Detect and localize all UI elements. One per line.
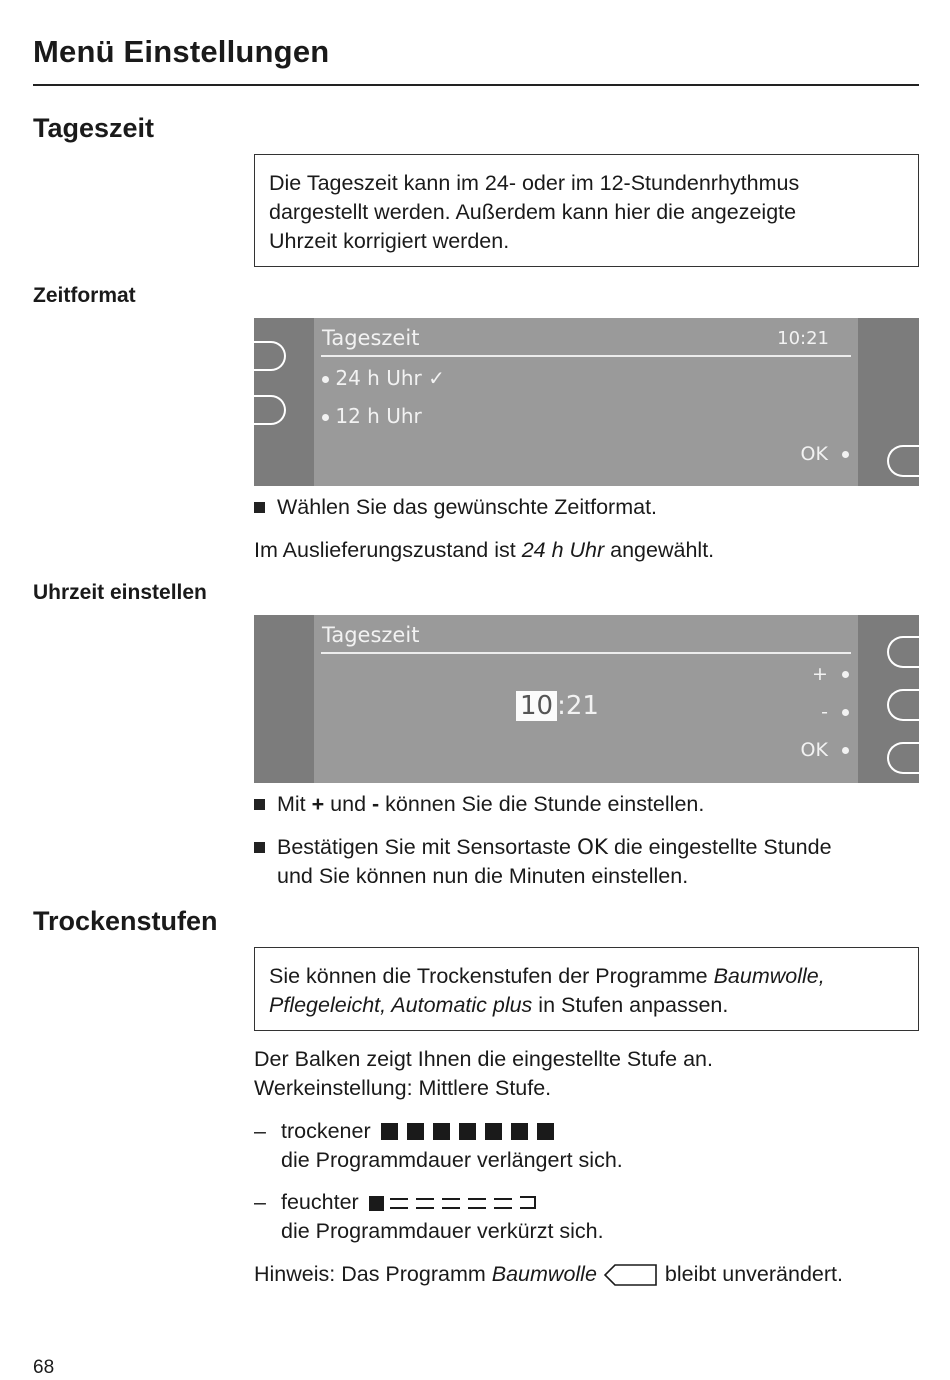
sensor-button-left-2[interactable]: [254, 395, 286, 425]
sensor-button-ok[interactable]: [887, 742, 919, 774]
option-12h: [322, 404, 422, 428]
sensor-button-minus[interactable]: [887, 689, 919, 721]
info-line: Die Tageszeit kann im 24- oder im 12-Stundenrhythmus: [269, 171, 800, 195]
display-uhrzeit: [254, 615, 919, 783]
lcd-plus: [812, 663, 849, 685]
bullet-dot-icon: [842, 671, 849, 678]
display-zeitformat: [254, 318, 919, 486]
plus-symbol: +: [311, 792, 325, 816]
section-heading-trockenstufen: Trockenstufen: [33, 906, 218, 936]
ok-label: OK: [800, 443, 828, 465]
lcd-ok: [801, 739, 849, 761]
info-line: Uhrzeit korrigiert werden.: [269, 229, 510, 253]
hint-note: Hinweis: Das Programm Baumwolle bleibt unverändert.: [254, 1262, 843, 1286]
instruction-ok: Bestätigen Sie mit Sensortaste OK die eingestellte Stunde und Sie können nun die Minuten einstellen.: [254, 833, 919, 893]
bullet-dot-icon: [322, 376, 329, 383]
instruction-zeitformat: Wählen Sie das gewünschte Zeitformat.: [254, 493, 919, 523]
ok-symbol: OK: [576, 835, 608, 860]
level-bar-min-icon: [369, 1190, 536, 1214]
sensor-button-plus[interactable]: [887, 636, 919, 668]
bullet-dot-icon: [322, 414, 329, 421]
lcd-time: [516, 691, 599, 721]
option-label: 12 h Uhr: [335, 404, 422, 428]
minutes-value: :21: [557, 691, 599, 721]
subheading-uhrzeit: Uhrzeit einstellen: [33, 581, 207, 604]
program-button-icon: [603, 1263, 659, 1287]
lcd-clock: 10:21: [777, 328, 829, 349]
level-bar-full-icon: [381, 1119, 563, 1143]
lcd-divider: [321, 355, 851, 357]
bullet-dot-icon: [842, 709, 849, 716]
option-24h: [322, 366, 445, 390]
bullet-square-icon: [254, 842, 265, 853]
sensor-button-ok[interactable]: [887, 445, 919, 477]
bullet-square-icon: [254, 502, 265, 513]
bullet-square-icon: [254, 799, 265, 810]
lcd-title: Tageszeit: [322, 623, 420, 647]
tageszeit-info-box: [254, 154, 919, 267]
lcd-minus: [821, 701, 849, 723]
minus-label: -: [821, 701, 828, 723]
lcd-ok: [801, 443, 849, 465]
bullet-dot-icon: [842, 747, 849, 754]
lcd-divider: [321, 652, 851, 654]
title-divider: [33, 84, 919, 86]
plus-label: +: [812, 663, 828, 685]
option-label: 24 h Uhr: [335, 366, 422, 390]
section-heading-tageszeit: Tageszeit: [33, 113, 155, 143]
list-item-trockener: – trockener die Programmdauer verlängert sich.: [254, 1119, 623, 1172]
minus-symbol: -: [372, 792, 380, 816]
list-item-feuchter: – feuchter die Programmdauer verkürzt sich.: [254, 1190, 604, 1243]
bullet-dot-icon: [842, 451, 849, 458]
subheading-zeitformat: Zeitformat: [33, 284, 136, 307]
page-title: Menü Einstellungen: [33, 34, 330, 69]
trockenstufen-info-box: Sie können die Trockenstufen der Programme Baumwolle, Pflegeleicht, Automatic plus in Stufen anpassen.: [254, 947, 919, 1031]
checkmark-icon: ✓: [428, 366, 445, 390]
page-number: 68: [33, 1357, 55, 1378]
hour-highlight: 10: [516, 691, 557, 721]
ok-label: OK: [800, 739, 828, 761]
stufe-description: Der Balken zeigt Ihnen die eingestellte Stufe an. Werkeinstellung: Mittlere Stufe.: [254, 1047, 713, 1100]
sensor-button-left-1[interactable]: [254, 341, 286, 371]
lcd-title: Tageszeit: [322, 326, 420, 350]
default-note: Im Auslieferungszustand ist 24 h Uhr angewählt.: [254, 538, 715, 562]
instruction-plus-minus: Mit + und - können Sie die Stunde einstellen.: [254, 790, 919, 820]
info-line: dargestellt werden. Außerdem kann hier die angezeigte: [269, 200, 797, 224]
